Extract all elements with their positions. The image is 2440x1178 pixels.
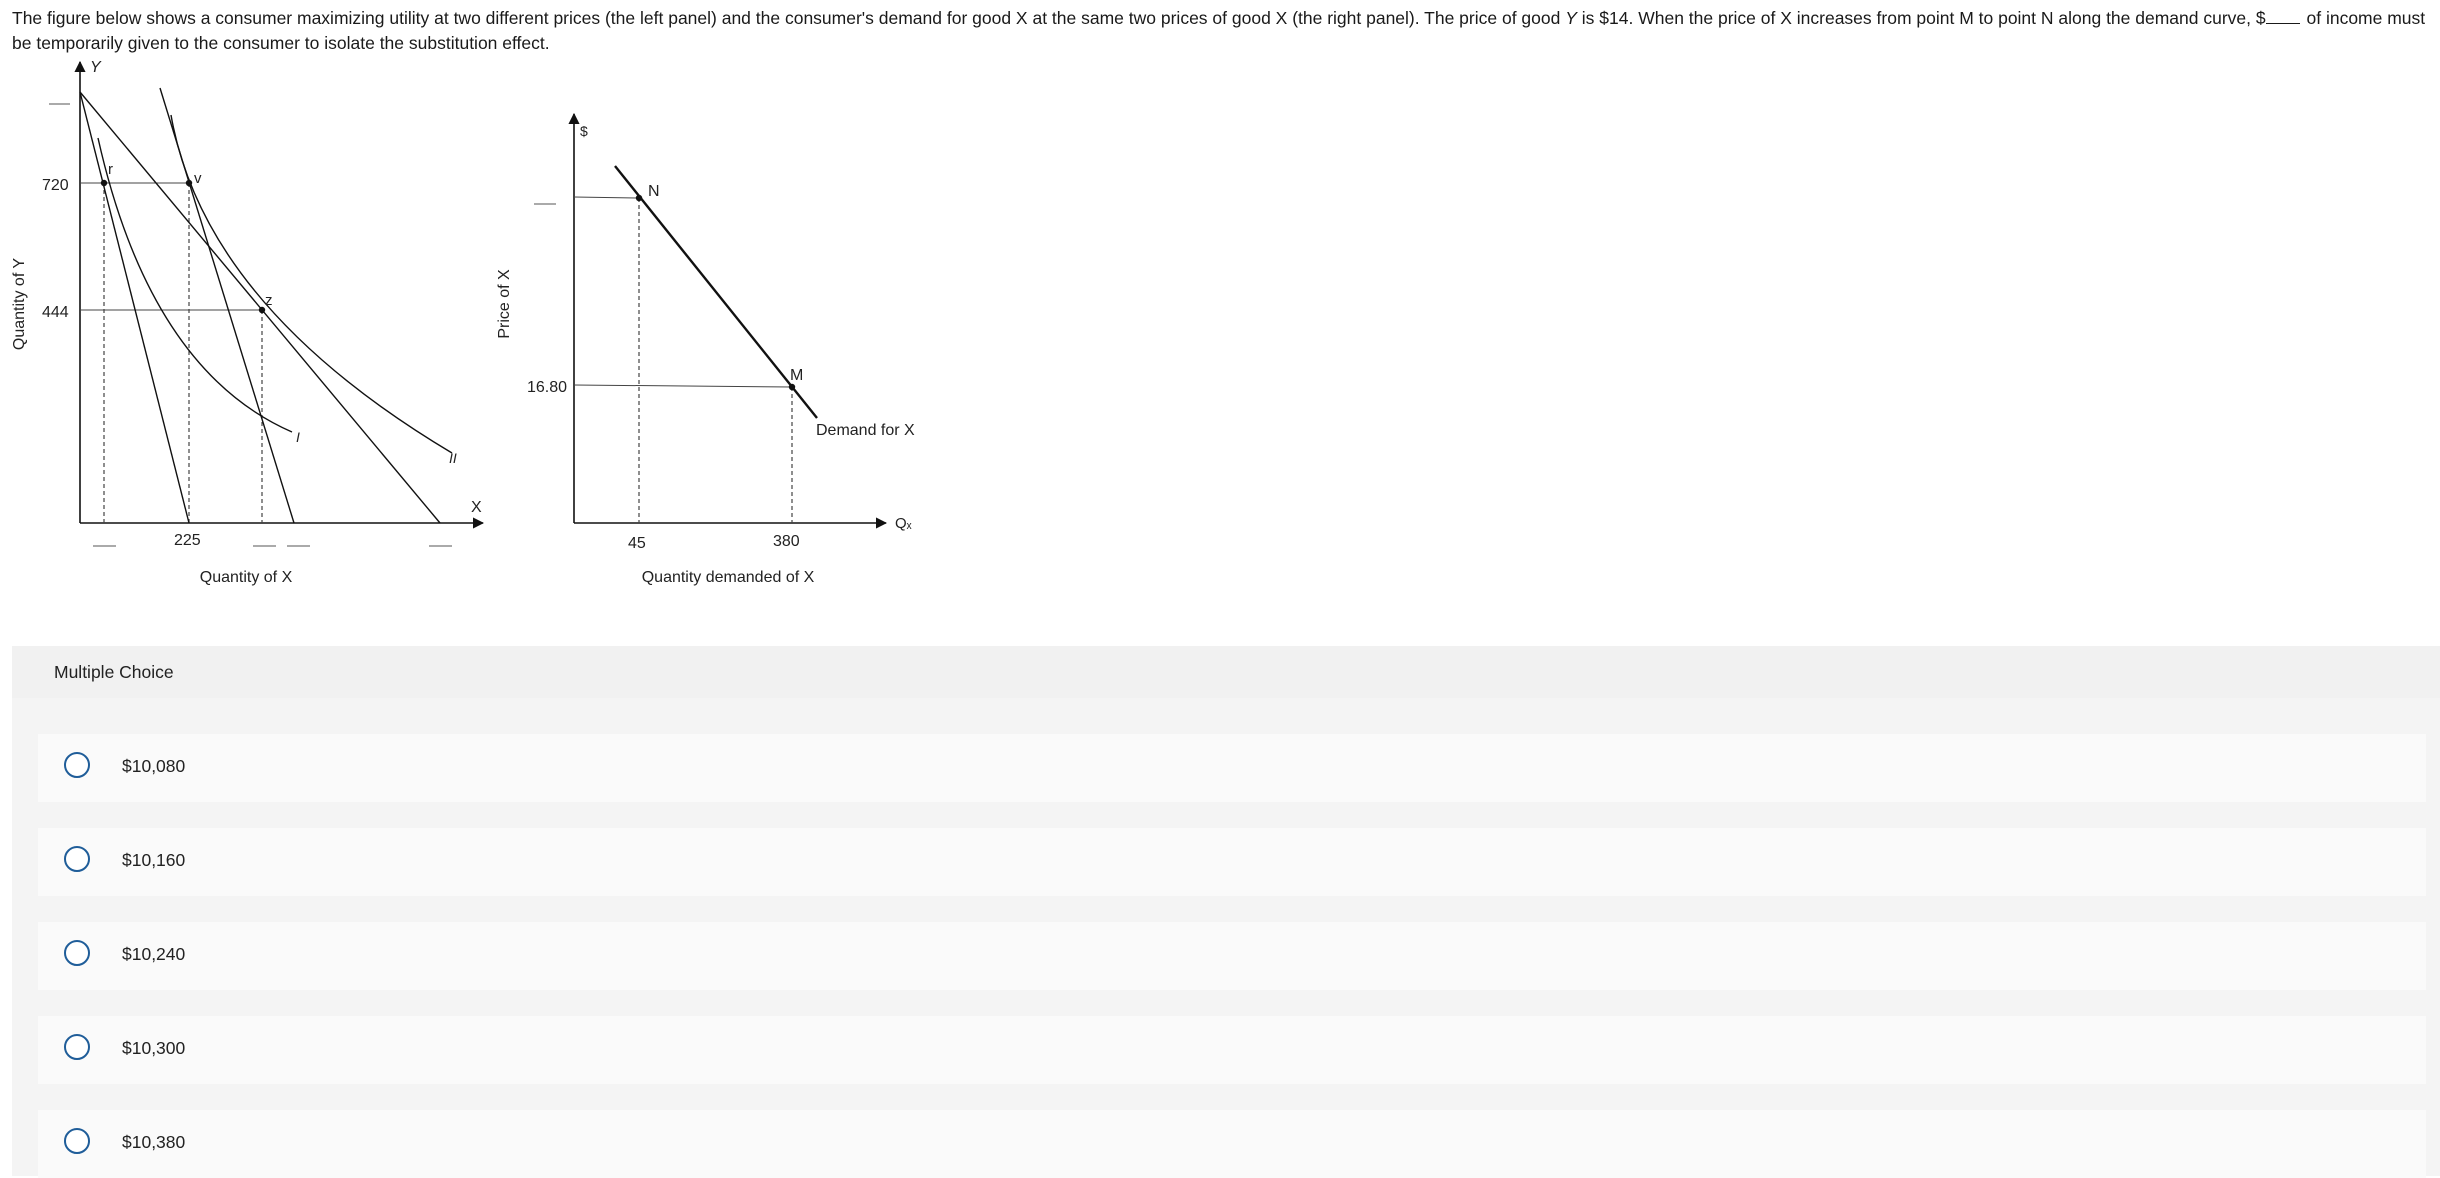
answer-option-label: $10,380 [122,1132,186,1152]
left-y-axis-letter: Y [90,59,101,76]
left-x-axis-title: Quantity of X [199,569,293,586]
question-part-1: The figure below shows a consumer maximizing utility at two different prices (the left panel) and the consumer's demand for good X at the same two prices of good X (the right panel). The price of good [12,8,1566,28]
guide-price-N [574,197,639,198]
point-N [636,195,642,201]
answer-option-5[interactable] [38,1110,2426,1178]
left-y-tick-444: 444 [42,304,69,321]
answer-blank [2266,8,2300,24]
point-v-label: v [194,170,202,187]
multiple-choice-header [12,646,2440,698]
left-x-tick-225: 225 [174,532,201,549]
answer-option-label: $10,160 [122,850,186,870]
left-y-tick-720: 720 [42,177,69,194]
point-v [186,180,192,186]
radio-button[interactable] [64,1034,90,1060]
point-M-label: M [790,367,804,384]
point-r-label: r [108,161,113,178]
right-panel [496,114,915,586]
left-panel [11,59,483,586]
question-part-2: is $14. When the price of X increases from point M to point N along the demand curve, $ [1576,8,2266,28]
answer-option-label: $10,080 [122,756,186,776]
right-y-tick-16-80: 16.80 [527,379,568,396]
answer-options [12,698,2440,1176]
point-z-label: z [265,292,273,309]
answer-option-3[interactable] [38,922,2426,990]
point-M [789,384,795,390]
point-r [101,180,107,186]
question-part-3: of income must be temporarily given to the consumer to isolate the substitution effect. [12,8,2426,53]
multiple-choice-title: Multiple Choice [54,662,174,682]
question-text [12,6,2432,56]
point-N-label: N [648,183,660,200]
right-y-axis-letter: $ [580,123,588,139]
radio-button[interactable] [64,752,90,778]
left-y-axis-title: Quantity of Y [11,257,28,351]
indifference-curve-II [171,115,452,453]
answer-option-2[interactable] [38,828,2426,896]
right-x-axis-title: Quantity demanded of X [641,569,815,586]
demand-curve-label: Demand for X [816,422,915,439]
economics-figure [0,52,960,597]
answer-option-4[interactable] [38,1016,2426,1084]
right-x-tick-380: 380 [773,533,800,550]
guide-price-M [574,385,792,387]
right-x-axis-letter: Qₓ [895,515,912,532]
right-y-axis-title: Price of X [496,269,513,339]
answer-option-label: $10,300 [122,1038,186,1058]
radio-button[interactable] [64,940,90,966]
left-x-axis-letter: X [471,499,482,516]
radio-button[interactable] [64,1128,90,1154]
answer-option-1[interactable] [38,734,2426,802]
curve-I-label: I [296,429,300,445]
question-good-y: Y [1565,8,1577,28]
demand-curve [615,166,817,418]
radio-button[interactable] [64,846,90,872]
answer-option-label: $10,240 [122,944,186,964]
right-x-tick-45: 45 [628,535,646,552]
curve-II-label: II [449,450,457,466]
